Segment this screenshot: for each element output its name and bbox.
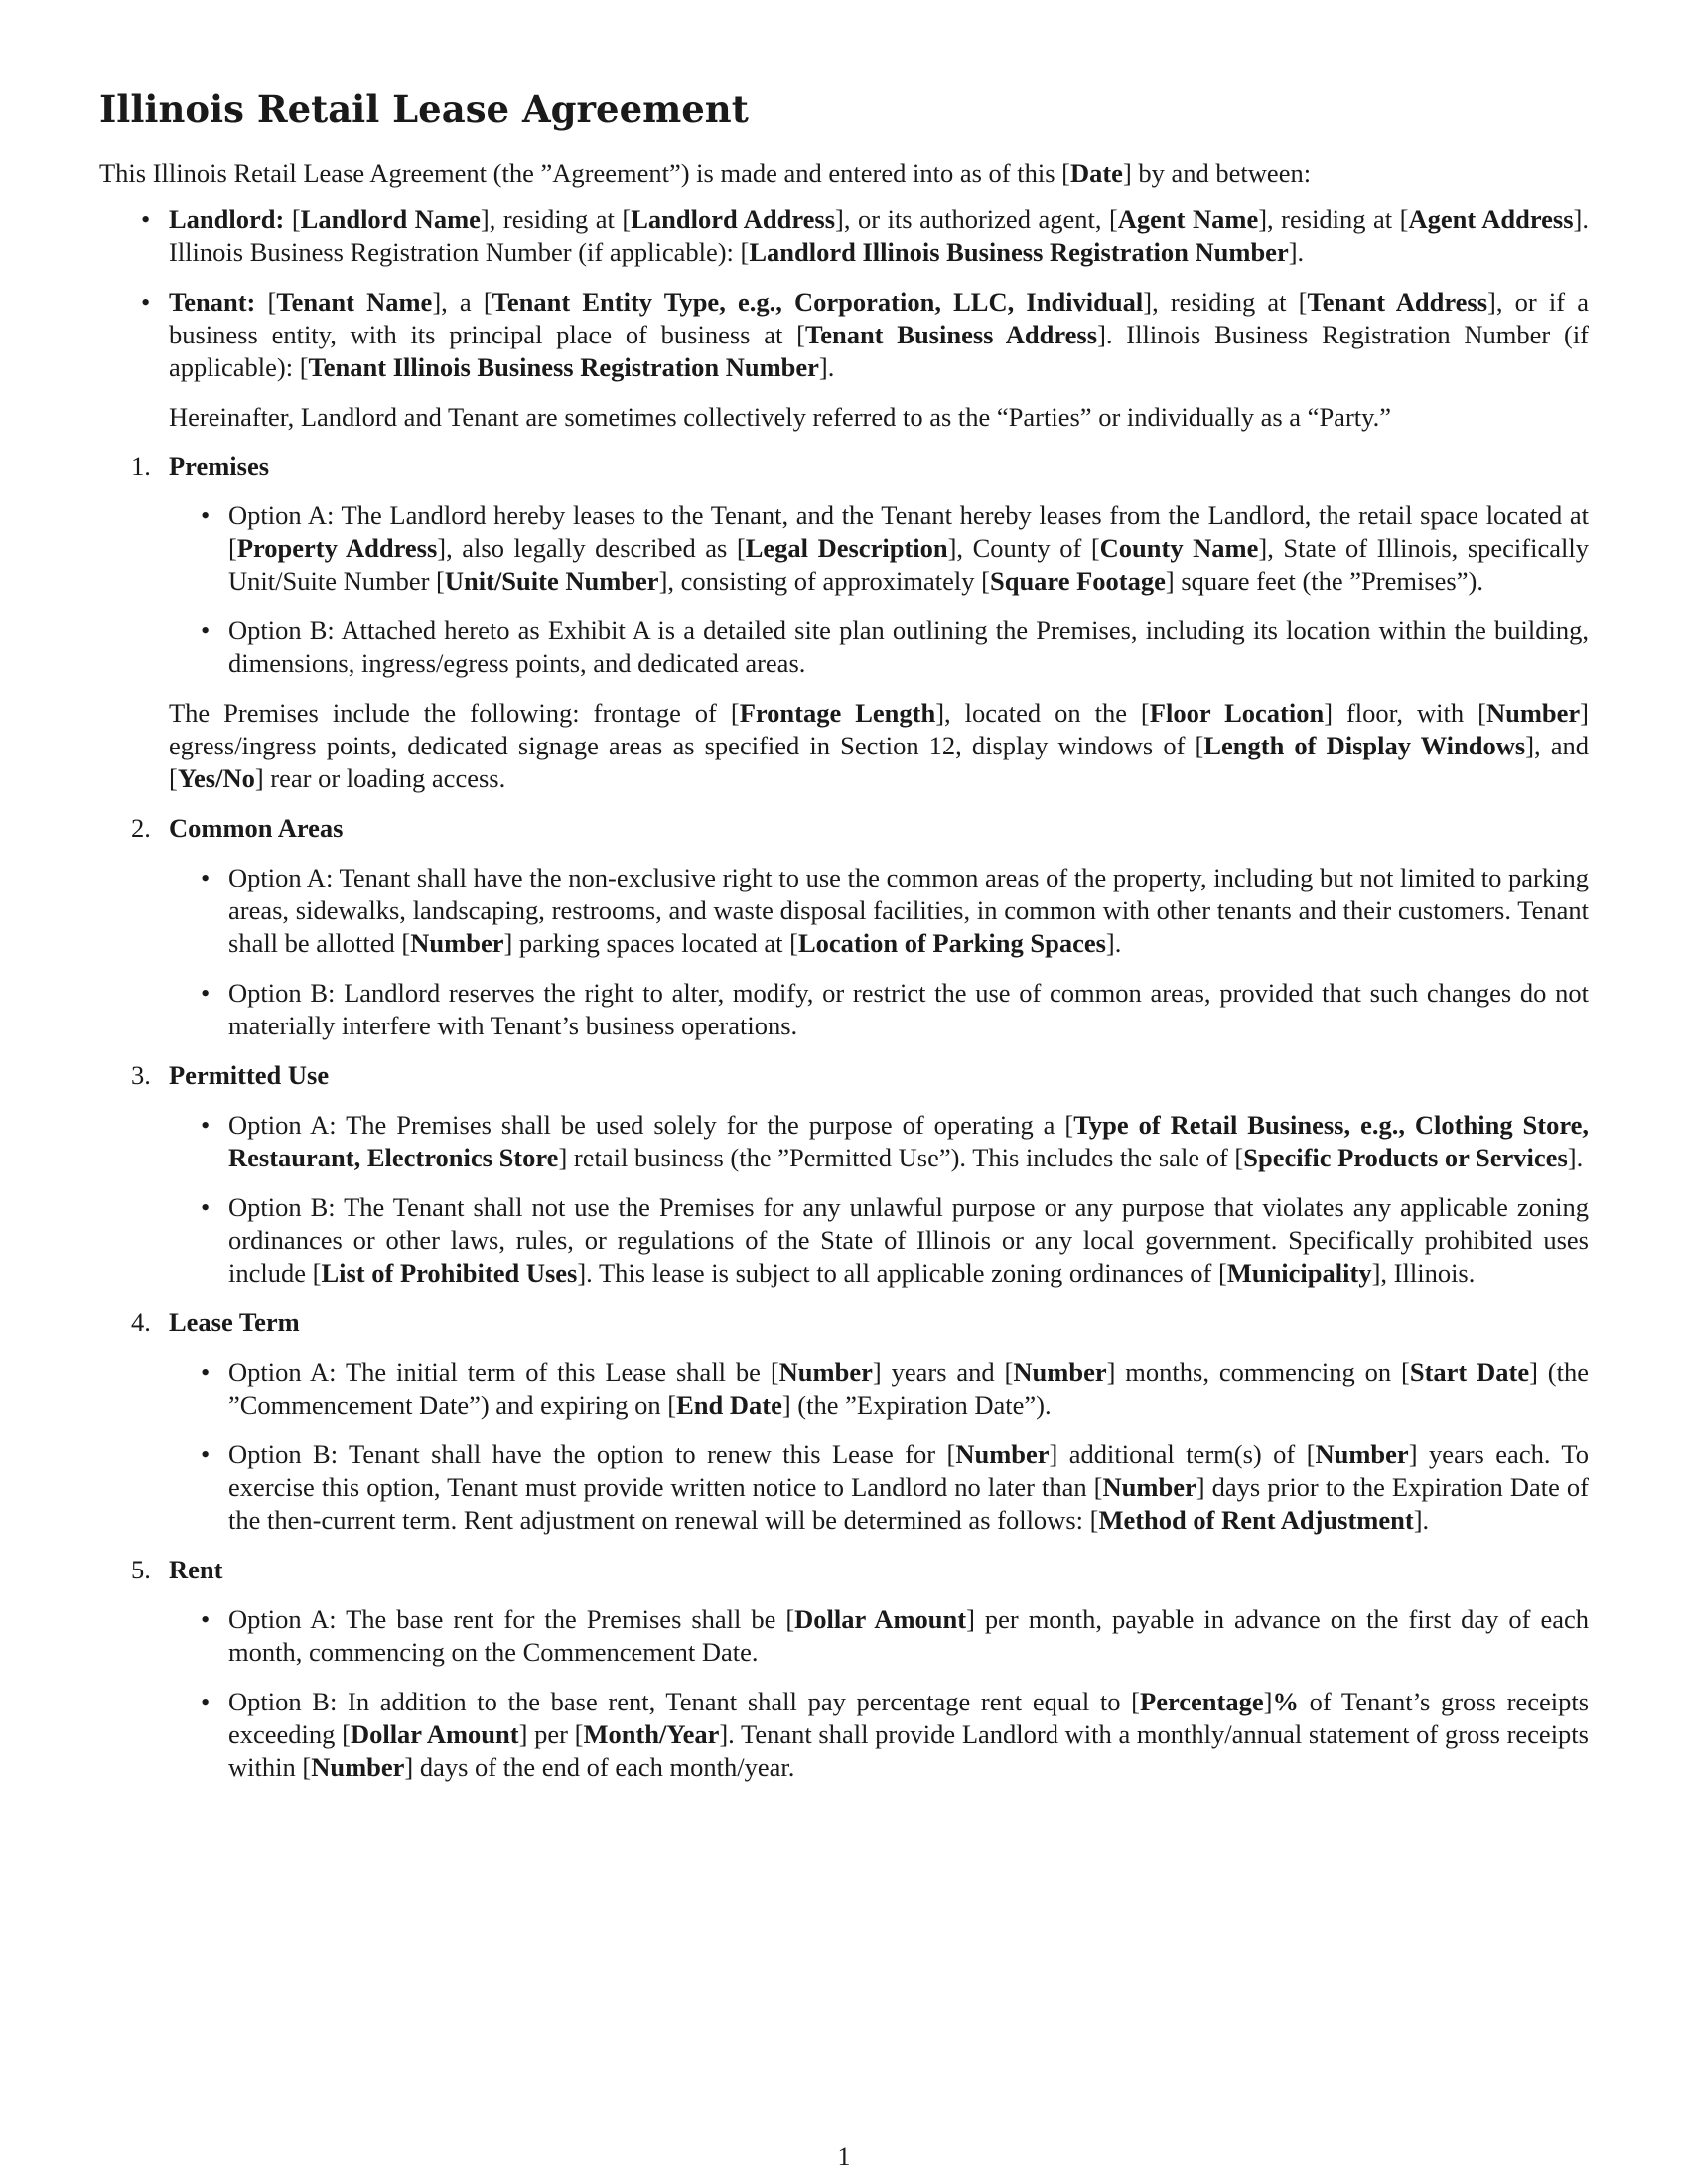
- page-number: 1: [837, 2142, 851, 2171]
- document-page: [99, 87, 1589, 1801]
- section-common-areas: [131, 812, 1589, 1042]
- option-b: • Option B: Landlord reserves the right to alter, modify, or restrict the use of common areas, provided that such changes do not materially interfere with Tenant’s business operations.: [228, 977, 1589, 1042]
- option-a: • Option A: The Landlord hereby leases to the Tenant, and the Tenant hereby leases from the Landlord, the retail space located at [Property Address], also legally described as [Legal Description], County of [County Name], State of Illinois, specifically Unit/Suite Number [Unit/Suite Number], consisting of approximately [Square Footage] square feet (the ”Premises”).: [228, 499, 1589, 598]
- section-title: Lease Term: [169, 1307, 300, 1337]
- section-number: 2.: [131, 813, 151, 843]
- option-b: • Option B: Tenant shall have the option to renew this Lease for [Number] additional term(s) of [Number] years each. To exercise this option, Tenant must provide written notice to Landlord no later than [Number] days prior to the Expiration Date of the then-current term. Rent adjustment on renewal will be determined as follows: [Method of Rent Adjustment].: [228, 1438, 1589, 1537]
- options-list: [169, 862, 1589, 1042]
- section-number: 4.: [131, 1307, 151, 1337]
- section-rent: [131, 1554, 1590, 1784]
- option-b: • Option B: The Tenant shall not use the Premises for any unlawful purpose or any purpose that violates any applicable zoning ordinances or other laws, rules, or regulations of the State of Illinois or any local government. Specifically prohibited uses include [List of Prohibited Uses]. This lease is subject to all applicable zoning ordinances of [Municipality], Illinois.: [228, 1191, 1589, 1290]
- section-title: Premises: [169, 451, 270, 480]
- premises-details-paragraph: The Premises include the following: frontage of [Frontage Length], located on the [Floor Location] floor, with [Number] egress/ingress points, dedicated signage areas as specified in Section 12, display windows of [Length of Display Windows], and [Yes/No] rear or loading access.: [169, 698, 1589, 793]
- section-number: 1.: [131, 451, 151, 480]
- section-title: Permitted Use: [169, 1060, 330, 1090]
- hereinafter-paragraph: Hereinafter, Landlord and Tenant are sometimes collectively referred to as the “Parties” or individually as a “Party.”: [169, 402, 1392, 432]
- parties-list: [99, 204, 1589, 384]
- section-premises: [131, 450, 1589, 795]
- option-a: • Option A: The base rent for the Premises shall be [Dollar Amount] per month, payable in advance on the first day of each month, commencing on the Commencement Date.: [228, 1603, 1589, 1669]
- option-a: • Option A: Tenant shall have the non-exclusive right to use the common areas of the property, including but not limited to parking areas, sidewalks, landscaping, restrooms, and waste disposal facilities, in common with other tenants and their customers. Tenant shall be allotted [Number] parking spaces located at [Location of Parking Spaces].: [228, 862, 1589, 960]
- section-number: 3.: [131, 1060, 151, 1090]
- options-list: [169, 1356, 1589, 1537]
- tenant-item: • Tenant: [Tenant Name], a [Tenant Entity Type, e.g., Corporation, LLC, Individual], residing at [Tenant Address], or if a business entity, with its principal place of business at [Tenant Business Address]. Illinois Business Registration Number (if applicable): [Tenant Illinois Business Registration Number].: [169, 286, 1589, 384]
- section-permitted-use: [131, 1059, 1590, 1290]
- tenant-label: Tenant:: [169, 287, 256, 317]
- date-placeholder: Date: [1069, 158, 1123, 188]
- landlord-label: Landlord:: [169, 205, 285, 234]
- document-title: Illinois Retail Lease Agreement: [99, 87, 749, 131]
- sections-list: [99, 450, 1589, 1784]
- section-number: 5.: [131, 1555, 151, 1584]
- option-b: • Option B: In addition to the base rent, Tenant shall pay percentage rent equal to [Percentage]% of Tenant’s gross receipts exceeding [Dollar Amount] per [Month/Year]. Tenant shall provide Landlord with a monthly/annual statement of gross receipts within [Number] days of the end of each month/year.: [228, 1686, 1589, 1784]
- section-lease-term: [131, 1306, 1590, 1537]
- section-title: Rent: [169, 1555, 223, 1584]
- options-list: [169, 1109, 1589, 1290]
- options-list: [169, 499, 1589, 680]
- option-a: • Option A: The initial term of this Lease shall be [Number] years and [Number] months, commencing on [Start Date] (the ”Commencement Date”) and expiring on [End Date] (the ”Expiration Date”).: [228, 1356, 1589, 1422]
- option-b: • Option B: Attached hereto as Exhibit A is a detailed site plan outlining the Premises, including its location within the building, dimensions, ingress/egress points, and dedicated areas.: [228, 614, 1589, 680]
- options-list: [169, 1603, 1589, 1784]
- intro-paragraph: This Illinois Retail Lease Agreement (the ”Agreement”) is made and entered into as of this [Date] by and between:: [99, 158, 1312, 188]
- option-a: • Option A: The Premises shall be used solely for the purpose of operating a [Type of Retail Business, e.g., Clothing Store, Restaurant, Electronics Store] retail business (the ”Permitted Use”). This includes the sale of [Specific Products or Services].: [228, 1109, 1589, 1174]
- section-title: Common Areas: [169, 813, 344, 843]
- landlord-item: • Landlord: [Landlord Name], residing at [Landlord Address], or its authorized agent, [Agent Name], residing at [Agent Address]. Illinois Business Registration Number (if applicable): [Landlord Illinois Business Registration Number].: [169, 204, 1589, 269]
